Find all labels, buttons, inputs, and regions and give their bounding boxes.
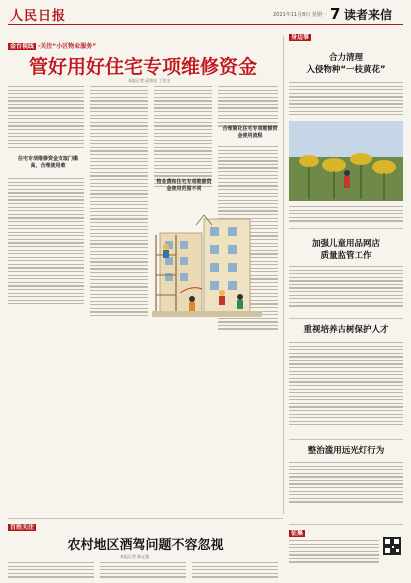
main-headline: 管好用好住宅专项维修资金	[28, 56, 257, 78]
bottom-text-col-3	[192, 562, 278, 580]
story-1-text	[289, 82, 403, 118]
subhead-2: 物业费和住宅专项维修资金使用范围不同	[156, 179, 212, 192]
story-title-2: 加强儿童用品网店 质量监管工作	[311, 239, 380, 261]
story-2-text	[289, 266, 403, 309]
footer-text	[289, 540, 379, 565]
story-divider-1	[289, 228, 403, 229]
story-divider-2	[289, 318, 403, 319]
main-text-col-3	[154, 86, 212, 190]
bottom-byline: 本报记者 陈元俊	[120, 554, 150, 559]
page-name: 读者来信	[344, 8, 393, 22]
footer-label: 征集	[291, 530, 304, 537]
story-1-text-b	[289, 206, 403, 224]
main-text-col-2	[90, 86, 148, 319]
main-text-col-1b	[8, 178, 84, 307]
masthead	[8, 4, 403, 25]
story-title-1: 合力清理 入侵物种“一枝黄花”	[306, 53, 386, 75]
footer-divider	[289, 524, 403, 525]
story-4-text	[289, 462, 403, 505]
main-text-col-4	[218, 86, 278, 129]
bottom-headline: 农村地区酒驾问题不容忽视	[67, 538, 224, 553]
story-title-3: 重视培养古树保护人才	[303, 325, 389, 335]
column-divider	[283, 36, 284, 514]
story-divider-3	[289, 439, 403, 440]
qr-code-icon	[383, 537, 401, 555]
bottom-text-col-2	[100, 562, 186, 580]
main-section-label: 金台视线 ·关注“小区物业服务”	[10, 43, 97, 50]
story-title-4: 整治滥用远光灯行为	[307, 446, 385, 456]
bottom-section-divider	[8, 518, 283, 519]
issue-date: 2021年11月8日 星期一	[273, 12, 327, 18]
goldenrod-photo	[289, 121, 403, 201]
subhead-1: 住宅专项维修资金支取门槛高，合理使用难	[18, 156, 79, 169]
newspaper-logo: 人民日报	[10, 9, 67, 24]
page-number: 7	[330, 5, 341, 23]
right-section-label: 身边事	[291, 34, 310, 41]
building-repair-illustration	[152, 205, 262, 317]
main-byline: 本报记者 邱智宏 丁怡全	[128, 78, 171, 83]
bottom-text-col-1	[8, 562, 94, 580]
bottom-section-label: 百姓关注	[10, 524, 35, 531]
main-text-col-1	[8, 86, 84, 150]
story-3-text	[289, 342, 403, 428]
subhead-3: 合理简化住宅专项维修资金使用流程	[222, 126, 278, 139]
